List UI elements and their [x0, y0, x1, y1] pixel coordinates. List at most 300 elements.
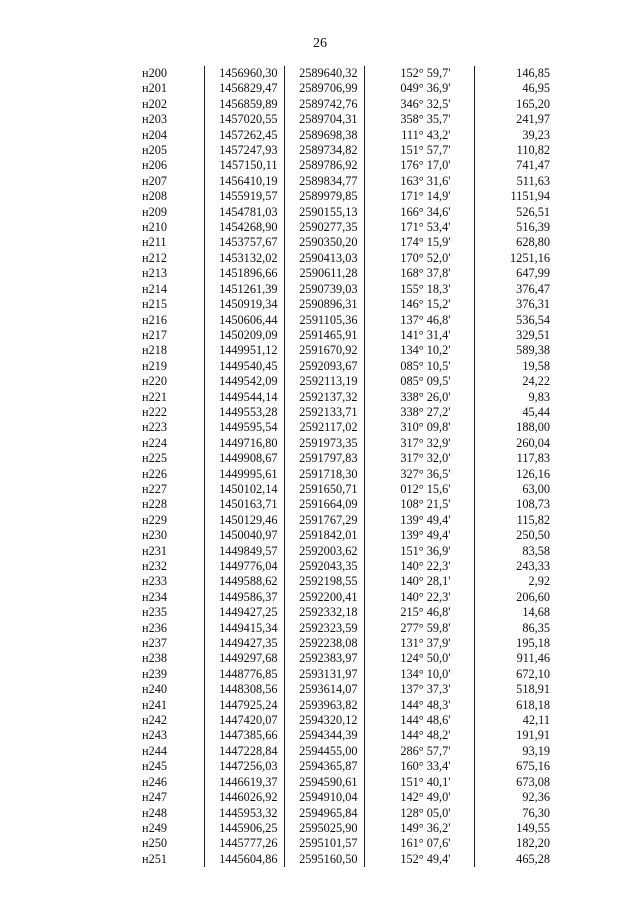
length-cell: 1151,94	[474, 189, 585, 204]
y-coordinate-cell: 2589698,38	[284, 128, 364, 143]
direction-angle-cell: 163° 31,6'	[364, 174, 474, 189]
length-cell: 19,58	[474, 359, 585, 374]
length-cell: 110,82	[474, 143, 585, 158]
length-cell: 516,39	[474, 220, 585, 235]
x-coordinate-cell: 1445953,32	[204, 806, 284, 821]
table-row	[120, 713, 585, 728]
direction-angle-cell: 155° 18,3'	[364, 282, 474, 297]
y-coordinate-cell: 2593963,82	[284, 698, 364, 713]
x-coordinate-cell: 1449951,12	[204, 343, 284, 358]
table-row	[120, 513, 585, 528]
length-cell: 618,18	[474, 698, 585, 713]
length-cell: 518,91	[474, 682, 585, 697]
length-cell: 42,11	[474, 713, 585, 728]
table-row	[120, 66, 585, 81]
y-coordinate-cell: 2591664,09	[284, 497, 364, 512]
direction-angle-cell: 144° 48,3'	[364, 698, 474, 713]
direction-angle-cell: 049° 36,9'	[364, 81, 474, 96]
table-row	[120, 359, 585, 374]
point-id-cell: н242	[142, 713, 168, 728]
direction-angle-cell: 152° 49,4'	[364, 852, 474, 867]
table-row	[120, 574, 585, 589]
x-coordinate-cell: 1449588,62	[204, 574, 284, 589]
point-id-cell: н246	[142, 774, 168, 789]
y-coordinate-cell: 2591465,91	[284, 328, 364, 343]
point-id-cell: н230	[142, 528, 168, 543]
point-id-cell: н220	[142, 374, 168, 389]
direction-angle-cell: 111° 43,2'	[364, 128, 474, 143]
table-row	[120, 651, 585, 666]
direction-angle-cell: 085° 10,5'	[364, 359, 474, 374]
table-row	[120, 235, 585, 250]
y-coordinate-cell: 2592200,41	[284, 590, 364, 605]
table-row	[120, 451, 585, 466]
direction-angle-cell: 128° 05,0'	[364, 806, 474, 821]
y-coordinate-cell: 2589704,31	[284, 112, 364, 127]
y-coordinate-cell: 2592323,59	[284, 621, 364, 636]
length-cell: 191,91	[474, 728, 585, 743]
length-cell: 465,28	[474, 852, 585, 867]
y-coordinate-cell: 2592383,97	[284, 651, 364, 666]
direction-angle-cell: 139° 49,4'	[364, 528, 474, 543]
length-cell: 1251,16	[474, 251, 585, 266]
x-coordinate-cell: 1449595,54	[204, 420, 284, 435]
x-coordinate-cell: 1448776,85	[204, 667, 284, 682]
table-row	[120, 790, 585, 805]
y-coordinate-cell: 2594590,61	[284, 775, 364, 790]
x-coordinate-cell: 1454781,03	[204, 205, 284, 220]
y-coordinate-cell: 2594344,39	[284, 728, 364, 743]
x-coordinate-cell: 1447228,84	[204, 744, 284, 759]
direction-angle-cell: 327° 36,5'	[364, 467, 474, 482]
y-coordinate-cell: 2591650,71	[284, 482, 364, 497]
y-coordinate-cell: 2589786,92	[284, 158, 364, 173]
x-coordinate-cell: 1451261,39	[204, 282, 284, 297]
length-cell: 673,08	[474, 775, 585, 790]
x-coordinate-cell: 1457150,11	[204, 158, 284, 173]
table-row	[120, 343, 585, 358]
length-cell: 589,38	[474, 343, 585, 358]
length-cell: 526,51	[474, 205, 585, 220]
length-cell: 188,00	[474, 420, 585, 435]
direction-angle-cell: 108° 21,5'	[364, 497, 474, 512]
length-cell: 149,55	[474, 821, 585, 836]
y-coordinate-cell: 2590413,03	[284, 251, 364, 266]
length-cell: 9,83	[474, 390, 585, 405]
point-id-cell: н208	[142, 189, 168, 204]
point-id-cell: н251	[142, 851, 168, 866]
direction-angle-cell: 166° 34,6'	[364, 205, 474, 220]
x-coordinate-cell: 1447385,66	[204, 728, 284, 743]
point-id-cell: н202	[142, 96, 168, 111]
x-coordinate-cell: 1454268,90	[204, 220, 284, 235]
length-cell: 376,31	[474, 297, 585, 312]
direction-angle-cell: 140° 22,3'	[364, 559, 474, 574]
point-id-cell: н210	[142, 220, 168, 235]
table-row	[120, 128, 585, 143]
table-row	[120, 497, 585, 512]
length-cell: 39,23	[474, 128, 585, 143]
x-coordinate-cell: 1449544,14	[204, 390, 284, 405]
table-row	[120, 97, 585, 112]
table-row	[120, 759, 585, 774]
table-row	[120, 621, 585, 636]
length-cell: 108,73	[474, 497, 585, 512]
direction-angle-cell: 338° 27,2'	[364, 405, 474, 420]
direction-angle-cell: 176° 17,0'	[364, 158, 474, 173]
x-coordinate-cell: 1450129,46	[204, 513, 284, 528]
direction-angle-cell: 171° 53,4'	[364, 220, 474, 235]
table-row	[120, 220, 585, 235]
y-coordinate-cell: 2594455,00	[284, 744, 364, 759]
direction-angle-cell: 131° 37,9'	[364, 636, 474, 651]
direction-angle-cell: 338° 26,0'	[364, 390, 474, 405]
y-coordinate-cell: 2592093,67	[284, 359, 364, 374]
y-coordinate-cell: 2592117,02	[284, 420, 364, 435]
direction-angle-cell: 142° 49,0'	[364, 790, 474, 805]
point-id-cell: н229	[142, 512, 168, 527]
direction-angle-cell: 144° 48,2'	[364, 728, 474, 743]
table-row	[120, 698, 585, 713]
point-id-cell: н237	[142, 636, 168, 651]
x-coordinate-cell: 1449427,25	[204, 605, 284, 620]
y-coordinate-cell: 2590896,31	[284, 297, 364, 312]
x-coordinate-cell: 1457020,55	[204, 112, 284, 127]
direction-angle-cell: 317° 32,0'	[364, 451, 474, 466]
x-coordinate-cell: 1449716,80	[204, 436, 284, 451]
length-cell: 83,58	[474, 544, 585, 559]
point-id-cell: н219	[142, 358, 168, 373]
x-coordinate-cell: 1447925,24	[204, 698, 284, 713]
direction-angle-cell: 160° 33,4'	[364, 759, 474, 774]
table-row	[120, 328, 585, 343]
direction-angle-cell: 215° 46,8'	[364, 605, 474, 620]
table-row	[120, 158, 585, 173]
x-coordinate-cell: 1445604,86	[204, 852, 284, 867]
direction-angle-cell: 085° 09,5'	[364, 374, 474, 389]
coordinates-table	[120, 66, 585, 867]
y-coordinate-cell: 2589742,76	[284, 97, 364, 112]
y-coordinate-cell: 2590350,20	[284, 235, 364, 250]
y-coordinate-cell: 2591718,30	[284, 467, 364, 482]
point-id-cell: н205	[142, 143, 168, 158]
direction-angle-cell: 152° 59,7'	[364, 66, 474, 81]
x-coordinate-cell: 1450919,34	[204, 297, 284, 312]
y-coordinate-cell: 2590277,35	[284, 220, 364, 235]
y-coordinate-cell: 2591797,83	[284, 451, 364, 466]
direction-angle-cell: 137° 46,8'	[364, 313, 474, 328]
direction-angle-cell: 139° 49,4'	[364, 513, 474, 528]
x-coordinate-cell: 1456410,19	[204, 174, 284, 189]
y-coordinate-cell: 2592198,55	[284, 574, 364, 589]
x-coordinate-cell: 1446026,92	[204, 790, 284, 805]
length-cell: 146,85	[474, 66, 585, 81]
table-row	[120, 374, 585, 389]
length-cell: 329,51	[474, 328, 585, 343]
direction-angle-cell: 174° 15,9'	[364, 235, 474, 250]
x-coordinate-cell: 1450209,09	[204, 328, 284, 343]
point-id-cell: н231	[142, 543, 168, 558]
table-row	[120, 836, 585, 851]
y-coordinate-cell: 2591105,36	[284, 313, 364, 328]
table-row	[120, 852, 585, 867]
x-coordinate-cell: 1449540,45	[204, 359, 284, 374]
length-cell: 46,95	[474, 81, 585, 96]
table-row	[120, 313, 585, 328]
point-id-cell: н222	[142, 404, 168, 419]
y-coordinate-cell: 2589640,32	[284, 66, 364, 81]
y-coordinate-cell: 2589979,85	[284, 189, 364, 204]
length-cell: 126,16	[474, 467, 585, 482]
point-id-cell: н206	[142, 158, 168, 173]
length-cell: 182,20	[474, 836, 585, 851]
table-row	[120, 559, 585, 574]
length-cell: 536,54	[474, 313, 585, 328]
table-row	[120, 266, 585, 281]
length-cell: 628,80	[474, 235, 585, 250]
point-id-cell: н214	[142, 281, 168, 296]
y-coordinate-cell: 2589706,99	[284, 81, 364, 96]
y-coordinate-cell: 2590739,03	[284, 282, 364, 297]
point-id-cell: н216	[142, 312, 168, 327]
y-coordinate-cell: 2595101,57	[284, 836, 364, 851]
direction-angle-cell: 277° 59,8'	[364, 621, 474, 636]
x-coordinate-cell: 1449427,35	[204, 636, 284, 651]
point-id-cell: н200	[142, 66, 168, 80]
direction-angle-cell: 141° 31,4'	[364, 328, 474, 343]
point-id-cell: н209	[142, 204, 168, 219]
length-cell: 376,47	[474, 282, 585, 297]
y-coordinate-cell: 2594365,87	[284, 759, 364, 774]
point-id-cell: н249	[142, 820, 168, 835]
direction-angle-cell: 286° 57,7'	[364, 744, 474, 759]
table-row	[120, 143, 585, 158]
direction-angle-cell: 151° 57,7'	[364, 143, 474, 158]
point-id-cell: н243	[142, 728, 168, 743]
table-row	[120, 282, 585, 297]
y-coordinate-cell: 2592043,35	[284, 559, 364, 574]
x-coordinate-cell: 1449908,67	[204, 451, 284, 466]
table-row	[120, 482, 585, 497]
x-coordinate-cell: 1450040,97	[204, 528, 284, 543]
direction-angle-cell: 012° 15,6'	[364, 482, 474, 497]
table-row	[120, 544, 585, 559]
point-id-cell: н248	[142, 805, 168, 820]
table-row	[120, 81, 585, 96]
y-coordinate-cell: 2592003,62	[284, 544, 364, 559]
point-id-cell: н232	[142, 559, 168, 573]
length-cell: 675,16	[474, 759, 585, 774]
y-coordinate-cell: 2592332,18	[284, 605, 364, 620]
direction-angle-cell: 170° 52,0'	[364, 251, 474, 266]
point-id-cell: н244	[142, 743, 168, 758]
point-id-cell: н233	[142, 574, 168, 589]
point-id-cell: н211	[142, 235, 167, 250]
x-coordinate-cell: 1456829,47	[204, 81, 284, 96]
x-coordinate-cell: 1449586,37	[204, 590, 284, 605]
length-cell: 241,97	[474, 112, 585, 127]
x-coordinate-cell: 1453132,02	[204, 251, 284, 266]
y-coordinate-cell: 2592113,19	[284, 374, 364, 389]
table-row	[120, 528, 585, 543]
table-row	[120, 590, 585, 605]
point-id-cell: н221	[142, 389, 168, 404]
y-coordinate-cell: 2591767,29	[284, 513, 364, 528]
point-id-cell: н238	[142, 651, 168, 666]
point-id-cell: н226	[142, 466, 168, 481]
length-cell: 195,18	[474, 636, 585, 651]
y-coordinate-cell: 2594910,04	[284, 790, 364, 805]
table-row	[120, 251, 585, 266]
table-row	[120, 682, 585, 697]
y-coordinate-cell: 2592133,71	[284, 405, 364, 420]
direction-angle-cell: 137° 37,3'	[364, 682, 474, 697]
length-cell: 2,92	[474, 574, 585, 589]
table-row	[120, 189, 585, 204]
point-id-cell: н235	[142, 605, 168, 620]
point-id-cell: н224	[142, 435, 168, 450]
length-cell: 741,47	[474, 158, 585, 173]
x-coordinate-cell: 1447420,07	[204, 713, 284, 728]
x-coordinate-cell: 1449553,28	[204, 405, 284, 420]
x-coordinate-cell: 1457247,93	[204, 143, 284, 158]
length-cell: 911,46	[474, 651, 585, 666]
length-cell: 117,83	[474, 451, 585, 466]
direction-angle-cell: 168° 37,8'	[364, 266, 474, 281]
table-row	[120, 744, 585, 759]
point-id-cell: н201	[142, 81, 168, 96]
table-row	[120, 467, 585, 482]
y-coordinate-cell: 2590611,28	[284, 266, 364, 281]
y-coordinate-cell: 2595160,50	[284, 852, 364, 867]
table-row	[120, 420, 585, 435]
x-coordinate-cell: 1456960,30	[204, 66, 284, 81]
table-row	[120, 605, 585, 620]
x-coordinate-cell: 1449849,57	[204, 544, 284, 559]
direction-angle-cell: 146° 15,2'	[364, 297, 474, 312]
point-id-cell: н207	[142, 173, 168, 188]
x-coordinate-cell: 1451896,66	[204, 266, 284, 281]
table-row	[120, 728, 585, 743]
x-coordinate-cell: 1449776,04	[204, 559, 284, 574]
direction-angle-cell: 151° 36,9'	[364, 544, 474, 559]
direction-angle-cell: 134° 10,0'	[364, 667, 474, 682]
direction-angle-cell: 310° 09,8'	[364, 420, 474, 435]
length-cell: 92,36	[474, 790, 585, 805]
table-row	[120, 174, 585, 189]
direction-angle-cell: 140° 22,3'	[364, 590, 474, 605]
point-id-cell: н225	[142, 451, 168, 466]
direction-angle-cell: 171° 14,9'	[364, 189, 474, 204]
table-row	[120, 390, 585, 405]
length-cell: 206,60	[474, 590, 585, 605]
length-cell: 115,82	[474, 513, 585, 528]
table-row	[120, 667, 585, 682]
x-coordinate-cell: 1449415,34	[204, 621, 284, 636]
direction-angle-cell: 358° 35,7'	[364, 112, 474, 127]
point-id-cell: н239	[142, 666, 168, 681]
point-id-cell: н227	[142, 481, 168, 496]
length-cell: 45,44	[474, 405, 585, 420]
table-row	[120, 436, 585, 451]
y-coordinate-cell: 2591842,01	[284, 528, 364, 543]
coordinates-table-body	[120, 66, 585, 867]
x-coordinate-cell: 1448308,56	[204, 682, 284, 697]
direction-angle-cell: 134° 10,2'	[364, 343, 474, 358]
y-coordinate-cell: 2589734,82	[284, 143, 364, 158]
table-row	[120, 806, 585, 821]
length-cell: 647,99	[474, 266, 585, 281]
y-coordinate-cell: 2589834,77	[284, 174, 364, 189]
point-id-cell: н241	[142, 697, 168, 712]
direction-angle-cell: 151° 40,1'	[364, 775, 474, 790]
point-id-cell: н234	[142, 589, 168, 604]
y-coordinate-cell: 2594320,12	[284, 713, 364, 728]
table-row	[120, 205, 585, 220]
point-id-cell: н247	[142, 790, 168, 805]
length-cell: 243,33	[474, 559, 585, 574]
length-cell: 63,00	[474, 482, 585, 497]
y-coordinate-cell: 2595025,90	[284, 821, 364, 836]
table-row	[120, 821, 585, 836]
point-id-cell: н215	[142, 297, 168, 312]
point-id-cell: н245	[142, 759, 168, 774]
length-cell: 511,63	[474, 174, 585, 189]
x-coordinate-cell: 1457262,45	[204, 128, 284, 143]
x-coordinate-cell: 1447256,03	[204, 759, 284, 774]
direction-angle-cell: 346° 32,5'	[364, 97, 474, 112]
point-id-cell: н228	[142, 497, 168, 512]
x-coordinate-cell: 1446619,37	[204, 775, 284, 790]
point-id-cell: н212	[142, 250, 168, 265]
direction-angle-cell: 149° 36,2'	[364, 821, 474, 836]
direction-angle-cell: 317° 32,9'	[364, 436, 474, 451]
x-coordinate-cell: 1449297,68	[204, 651, 284, 666]
y-coordinate-cell: 2593614,07	[284, 682, 364, 697]
x-coordinate-cell: 1445777,26	[204, 836, 284, 851]
point-id-cell: н223	[142, 420, 168, 435]
x-coordinate-cell: 1450163,71	[204, 497, 284, 512]
direction-angle-cell: 140° 28,1'	[364, 574, 474, 589]
x-coordinate-cell: 1450102,14	[204, 482, 284, 497]
point-id-cell: н240	[142, 682, 168, 697]
direction-angle-cell: 144° 48,6'	[364, 713, 474, 728]
y-coordinate-cell: 2591973,35	[284, 436, 364, 451]
length-cell: 672,10	[474, 667, 585, 682]
point-id-cell: н213	[142, 266, 168, 281]
direction-angle-cell: 124° 50,0'	[364, 651, 474, 666]
x-coordinate-cell: 1449995,61	[204, 467, 284, 482]
page-number: 26	[313, 36, 327, 51]
x-coordinate-cell: 1453757,67	[204, 235, 284, 250]
table-row	[120, 297, 585, 312]
point-id-cell: н236	[142, 620, 168, 635]
length-cell: 76,30	[474, 806, 585, 821]
point-id-cell: н218	[142, 343, 168, 358]
length-cell: 93,19	[474, 744, 585, 759]
y-coordinate-cell: 2590155,13	[284, 205, 364, 220]
length-cell: 14,68	[474, 605, 585, 620]
table-row	[120, 775, 585, 790]
x-coordinate-cell: 1449542,09	[204, 374, 284, 389]
length-cell: 260,04	[474, 436, 585, 451]
x-coordinate-cell: 1450606,44	[204, 313, 284, 328]
length-cell: 250,50	[474, 528, 585, 543]
point-id-cell: н250	[142, 836, 168, 851]
y-coordinate-cell: 2592238,08	[284, 636, 364, 651]
y-coordinate-cell: 2592137,32	[284, 390, 364, 405]
table-row	[120, 112, 585, 127]
